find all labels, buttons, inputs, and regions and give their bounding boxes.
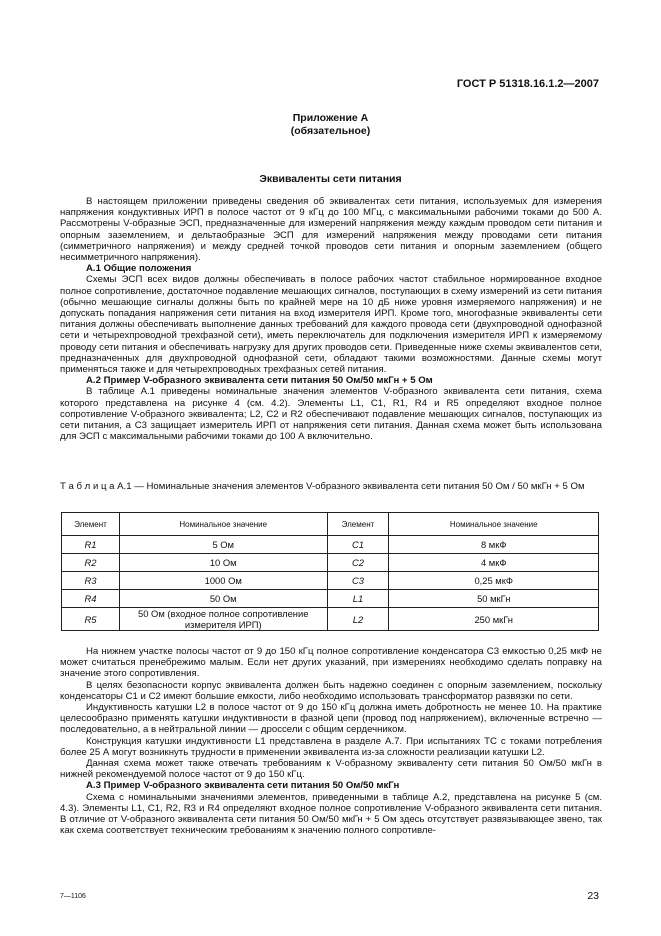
value-cell: 50 мкГн [389, 590, 599, 608]
standard-header: ГОСТ Р 51318.16.1.2—2007 [456, 78, 599, 90]
value-cell: 50 Ом (входное полное сопротивление измерителя ИРП) [119, 608, 327, 631]
element-cell: C1 [327, 536, 389, 554]
paragraph: Конструкция катушки индуктивности L1 представлена в разделе А.7. При испытаниях ТС с токами потребления более 25 А могут возникнуть трудности в применении эквивалента из-за сложности реализации катушки L2. [60, 735, 602, 758]
elements-table [61, 512, 599, 631]
element-cell: R1 [62, 536, 120, 554]
element-cell: C3 [327, 572, 389, 590]
paragraph: В настоящем приложении приведены сведения об эквивалентах сети питания, используемых для измерения напряжения кондуктивных ИРП в полосе частот от 9 кГц до 100 МГц, с максимальными рабочими токами до 500 А. Рассмотрены V-образные ЭСП, предназначенные для измерений напряжения между каждым проводом сети питания и опорным заземлением, и дельтаобразные ЭСП для измерений напряжения между проводами сети питания (симметричного напряжения) и между средней точкой проводов сети питания и опорным заземлением (общего несимметричного напряжения). [60, 196, 602, 264]
value-cell: 1000 Ом [119, 572, 327, 590]
table-row [62, 554, 599, 572]
element-cell: R3 [62, 572, 120, 590]
paragraph: В целях безопасности корпус эквивалента должен быть надежно соединен с опорным заземлением, поскольку конденсаторы C1 и C2 имеют большие емкости, либо необходимо использовать трансформатор развязки по сети. [60, 679, 602, 702]
section-title: Эквиваленты сети питания [259, 173, 402, 185]
paragraph: Схемы ЭСП всех видов должны обеспечивать в полосе рабочих частот стабильное нормированное входное полное сопротивление, достаточное подавление мешающих сигналов, поступающих в схему измерений из сети питания (обычно мешающие сигналы должны быть по крайней мере на 10 дБ ниже уровня измеряемого напряжения) и не допускать попадания напряжения сети питания на вход измерителя ИРП. Кроме того, многофазные эквиваленты сети питания должны обеспечивать выполнение данных требований для каждого провода сети (двухпроводной однофазной сети и четырехпроводной трехфазной сети), иметь переключатель для подключения измерителя ИРП к измеряемому проводу сети питания и обеспечивать нагрузку для других проводов сети. Приведенные ниже схемы эквивалентов сети, предназначенных для двухпроводной однофазной сети, обладают такими возможностями. Данные схемы могут применяться также и для четырехпроводных трехфазных сетей питания. [60, 274, 602, 376]
paragraph: Индуктивность катушки L2 в полосе частот от 9 до 150 кГц должна иметь добротность не менее 10. На практике целесообразно применять катушки индуктивности в фазной цепи (провод под напряжением), включенные встречно — последовательно, а в нейтральной линии — дроссели с общим сердечником. [60, 702, 602, 736]
body-text-top [60, 196, 602, 442]
table-row [62, 590, 599, 608]
paragraph: Данная схема может также отвечать требованиям к V-образному эквиваленту сети питания 50 Ом/50 мкГн в нижней рекомендуемой полосе частот от 9 до 150 кГц. [60, 758, 602, 781]
value-cell: 250 мкГн [389, 608, 599, 631]
element-cell: R5 [62, 608, 120, 631]
body-text-bottom [60, 646, 602, 836]
value-cell: 0,25 мкФ [389, 572, 599, 590]
value-cell: 4 мкФ [389, 554, 599, 572]
paragraph: В таблице А.1 приведены номинальные значения элементов V-образного эквивалента сети питания, схема которого представлена на рисунке 4 (см. 4.2). Элементы L1, C1, R1, R4 и R5 определяют входное полное сопротивление V-образного эквивалента; L2, C2 и R2 обеспечивают подавление мешающих сигналов, поступающих из сети питания, а C3 защищает измеритель ИРП от напряжения сети питания. Данная схема может быть использована для ЭСП с максимальными рабочими токами до 100 А включительно. [60, 386, 602, 443]
element-cell: L2 [327, 608, 389, 631]
element-cell: L1 [327, 590, 389, 608]
paragraph: Схема с номинальными значениями элементов, приведенными в таблице А.2, представлена на рисунке 5 (см. 4.3). Элементы L1, C1, R2, R3 и R4 определяют входное полное сопротивление V-образного эквивалента сети питания. В отличие от V-образного эквивалента сети питания 50 Ом/50 мкГн + 5 Ом здесь отсутствует развязывающее звено, так как схема соответствует техническим требованиям к значению полного сопротивле- [60, 791, 602, 837]
table-row [62, 536, 599, 554]
value-cell: 10 Ом [119, 554, 327, 572]
table-caption: Т а б л и ц а А.1 — Номинальные значения элементов V-образного эквивалента сети питания 50 Ом / 50 мкГн + 5 Ом [60, 481, 585, 492]
table-row [62, 572, 599, 590]
appendix-status: (обязательное) [290, 125, 371, 137]
table-row [62, 608, 599, 631]
element-cell: R4 [62, 590, 120, 608]
page-number: 23 [587, 890, 599, 902]
subsection-heading: А.2 Пример V-образного эквивалента сети питания 50 Ом/50 мкГн + 5 Ом [86, 375, 433, 387]
table-header-row [62, 513, 599, 536]
subsection-heading: А.3 Пример V-образного эквивалента сети питания 50 Ом/50 мкГн [86, 780, 400, 792]
col-header-value-2: Номинальное значение [389, 513, 599, 536]
value-cell: 50 Ом [119, 590, 327, 608]
col-header-element-1: Элемент [62, 513, 120, 536]
value-cell: 8 мкФ [389, 536, 599, 554]
element-cell: R2 [62, 554, 120, 572]
print-code: 7—1106 [60, 893, 86, 900]
col-header-value-1: Номинальное значение [119, 513, 327, 536]
appendix-title: Приложение А [292, 112, 369, 124]
value-cell: 5 Ом [119, 536, 327, 554]
paragraph: На нижнем участке полосы частот от 9 до 150 кГц полное сопротивление конденсатора C3 емкостью 0,25 мкФ не может считаться пренебрежимо малым. Если нет других указаний, при измерениях необходимо сделать поправку на значение этого сопротивления. [60, 646, 602, 680]
col-header-element-2: Элемент [327, 513, 389, 536]
element-cell: C2 [327, 554, 389, 572]
subsection-heading: А.1 Общие положения [86, 263, 192, 275]
